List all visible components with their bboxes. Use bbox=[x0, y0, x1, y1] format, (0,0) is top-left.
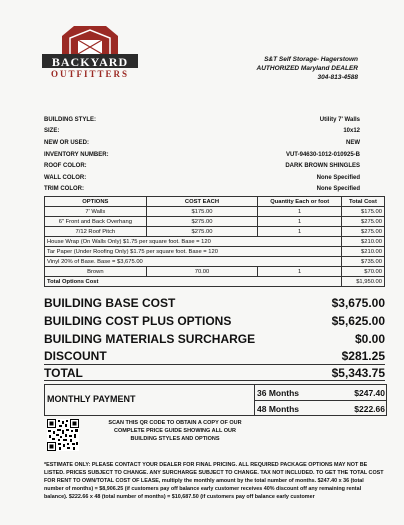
summary-row bbox=[44, 332, 385, 346]
total-options-value: $1,950.00 bbox=[342, 277, 385, 287]
info-value: Utility 7' Walls bbox=[319, 116, 360, 123]
summary-label: TOTAL bbox=[44, 366, 83, 380]
info-value: VUT-94630-1012-010925-B bbox=[285, 151, 360, 158]
header-quantity: Quantity Each or foot bbox=[258, 197, 342, 207]
summary-label: BUILDING BASE COST bbox=[44, 296, 176, 310]
payment-row bbox=[255, 400, 387, 416]
payment-term: 48 Months bbox=[257, 403, 300, 414]
info-row bbox=[44, 137, 360, 149]
table-row bbox=[45, 217, 385, 227]
options-header-row bbox=[45, 197, 385, 207]
options-table bbox=[44, 196, 385, 287]
info-row bbox=[44, 126, 360, 138]
info-row bbox=[44, 184, 360, 196]
option-qty: 1 bbox=[258, 207, 342, 217]
info-row bbox=[44, 114, 360, 126]
option-cost: $175.00 bbox=[146, 207, 258, 217]
option-qty: 1 bbox=[258, 267, 342, 277]
summary-row bbox=[44, 296, 385, 310]
option-description: Vinyl 20% of Base. Base = $3,675.00 bbox=[45, 257, 342, 267]
info-label: ROOF COLOR: bbox=[44, 163, 87, 170]
dealer-tag: AUTHORIZED Maryland DEALER bbox=[256, 65, 358, 72]
info-value: None Specified bbox=[316, 174, 360, 181]
info-value: 10x12 bbox=[343, 128, 360, 135]
info-label: WALL COLOR: bbox=[44, 174, 87, 181]
logo-text-outfitters: OUTFITTERS bbox=[50, 69, 130, 79]
info-label: SIZE: bbox=[44, 128, 60, 135]
option-name: 7/12 Roof Pitch bbox=[45, 227, 147, 237]
table-row bbox=[45, 247, 385, 257]
estimate-disclaimer: *ESTIMATE ONLY: PLEASE CONTACT YOUR DEALER FOR FINAL PRICING. ALL REQUIRED PACKAGE OPTIONS MAY NOT BE LISTED. PRICES SUBJECT TO CHANGE. ANY SURCHARGE SUBJECT TO CHANGE. TAX NOT INCLUDED. TO GET THE TOTAL COST FOR RENT TO OWN/TOTAL COST OF LEASE, multiply the monthly amount by the total number of months. $247.40 x 36 (total number of months) = $8,906.25 (if customers pay off balance early customer receives 40% discount off any remaining rental balance). $222.66 x 48 (total number of months) = $10,687.50 (if customers pay off balance early customer bbox=[44, 462, 384, 500]
divider bbox=[44, 364, 385, 365]
table-row bbox=[45, 207, 385, 217]
logo-text-backyard: BACKYARD bbox=[51, 55, 129, 69]
monthly-payment-box bbox=[44, 384, 387, 416]
monthly-payment-label: MONTHLY PAYMENT bbox=[47, 394, 136, 404]
payment-amount: $247.40 bbox=[354, 387, 385, 398]
qr-code-icon[interactable] bbox=[47, 419, 79, 451]
table-row bbox=[45, 237, 385, 247]
option-cost: $275.00 bbox=[146, 227, 258, 237]
option-total: $210.00 bbox=[342, 237, 385, 247]
option-total: $210.00 bbox=[342, 247, 385, 257]
header-cost-each: COST EACH bbox=[146, 197, 258, 207]
info-value: NEW bbox=[346, 139, 360, 146]
summary-value: $5,343.75 bbox=[331, 366, 385, 380]
option-name: Brown bbox=[45, 267, 147, 277]
summary-value: $0.00 bbox=[354, 332, 385, 346]
summary-row bbox=[44, 314, 385, 328]
info-label: INVENTORY NUMBER: bbox=[44, 151, 109, 158]
option-total: $735.00 bbox=[342, 257, 385, 267]
option-total: $275.00 bbox=[342, 217, 385, 227]
option-name: 6" Front and Back Overhang bbox=[45, 217, 147, 227]
info-label: BUILDING STYLE: bbox=[44, 116, 96, 123]
option-qty: 1 bbox=[258, 217, 342, 227]
table-row bbox=[45, 257, 385, 267]
header-total-cost: Total Cost bbox=[342, 197, 385, 207]
option-total: $275.00 bbox=[342, 227, 385, 237]
dealer-info bbox=[257, 55, 358, 82]
payment-amount: $222.66 bbox=[354, 403, 385, 414]
payment-row bbox=[255, 385, 387, 400]
summary-value: $5,625.00 bbox=[331, 314, 385, 328]
option-name: 7' Walls bbox=[45, 207, 147, 217]
summary-total-row bbox=[44, 366, 385, 380]
option-description: Tar Paper (Under Roofing Only) $1.75 per square foot. Base = 120 bbox=[45, 247, 342, 257]
payment-term: 36 Months bbox=[257, 387, 300, 398]
info-row bbox=[44, 160, 360, 172]
table-row bbox=[45, 267, 385, 277]
qr-instructions: SCAN THIS QR CODE TO OBTAIN A COPY OF OUR COMPLETE PRICE GUIDE SHOWING ALL OUR BUILDING STYLES AND OPTIONS bbox=[108, 420, 242, 442]
option-total: $70.00 bbox=[342, 267, 385, 277]
dealer-phone: 304-813-4588 bbox=[317, 74, 358, 81]
option-description: House Wrap (On Walls Only) $1.75 per square foot. Base = 120 bbox=[45, 237, 342, 247]
summary-label: BUILDING COST PLUS OPTIONS bbox=[44, 314, 232, 328]
summary-value: $281.25 bbox=[341, 349, 385, 363]
option-cost: 70.00 bbox=[146, 267, 258, 277]
info-label: NEW OR USED: bbox=[44, 139, 89, 146]
summary-label: BUILDING MATERIALS SURCHARGE bbox=[44, 332, 256, 346]
total-options-label: Total Options Cost bbox=[45, 277, 342, 287]
option-total: $175.00 bbox=[342, 207, 385, 217]
total-options-row bbox=[45, 277, 385, 287]
dealer-name: S&T Self Storage- Hagerstown bbox=[264, 56, 358, 63]
option-qty: 1 bbox=[258, 227, 342, 237]
info-value: None Specified bbox=[316, 186, 360, 193]
header-options: OPTIONS bbox=[45, 197, 147, 207]
table-row bbox=[45, 227, 385, 237]
summary-row bbox=[44, 349, 385, 363]
monthly-payment-table bbox=[254, 385, 387, 415]
summary-value: $3,675.00 bbox=[331, 296, 385, 310]
building-info bbox=[44, 114, 360, 195]
info-row bbox=[44, 172, 360, 184]
info-label: TRIM COLOR: bbox=[44, 186, 84, 193]
option-cost: $275.00 bbox=[146, 217, 258, 227]
info-value: DARK BROWN SHINGLES bbox=[285, 163, 360, 170]
summary-label: DISCOUNT bbox=[44, 349, 107, 363]
backyard-outfitters-logo bbox=[40, 20, 140, 82]
divider bbox=[44, 380, 385, 381]
info-row bbox=[44, 149, 360, 161]
